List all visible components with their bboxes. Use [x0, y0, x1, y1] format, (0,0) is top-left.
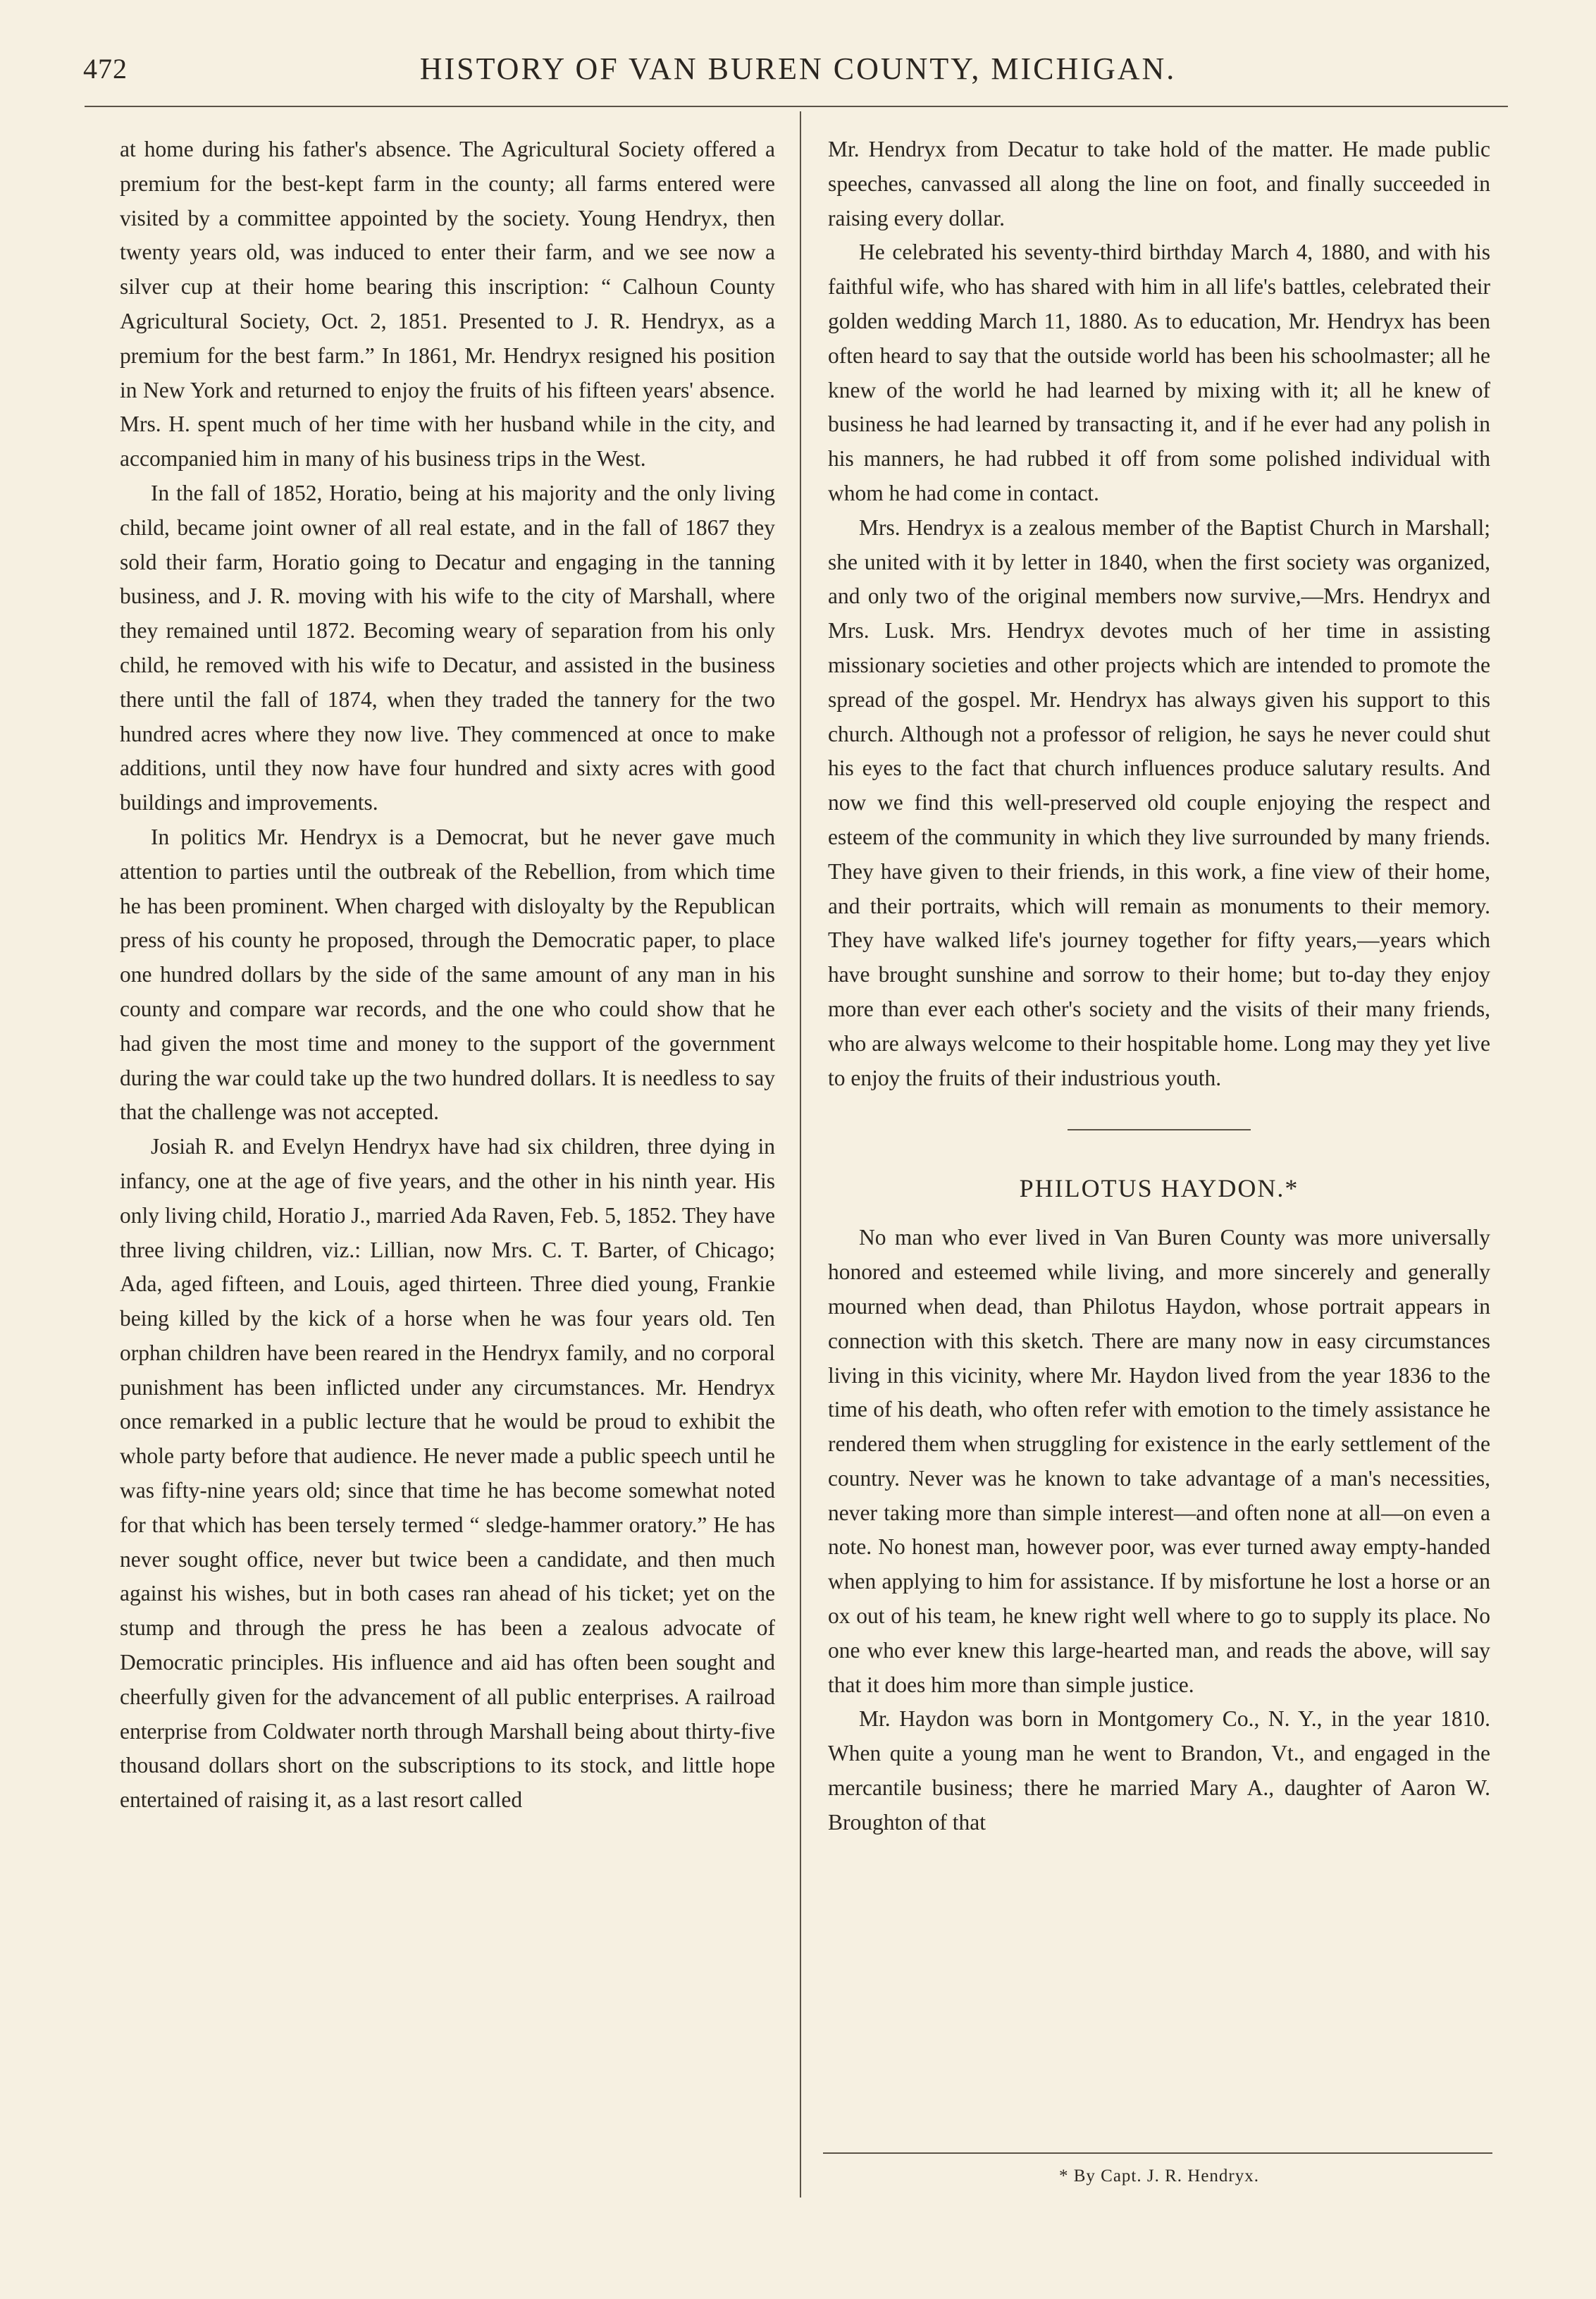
- section-title: PHILOTUS HAYDON.*: [1019, 1174, 1299, 1203]
- left-column: [120, 132, 775, 1818]
- right-column: [828, 132, 1490, 1840]
- column-divider: [800, 111, 801, 2198]
- paragraph: at home during his father's absence. The Agricultural Society offered a premium for the best-kept farm in the county; all farms entered were visited by a committee appointed by the society. Young Hendryx, then twenty years old, was induced to enter their farm, and we see now a silver cup at their home bearing this inscription: “ Calhoun County Agricultural Society, Oct. 2, 1851. Presented to J. R. Hendryx, as a premium for the best farm.” In 1861, Mr. Hendryx resigned his position in New York and returned to enjoy the fruits of his fifteen years' absence. Mrs. H. spent much of her time with her husband while in the city, and accompanied him in many of his business trips in the West.: [120, 137, 775, 471]
- paragraph: Mr. Haydon was born in Montgomery Co., N. Y., in the year 1810. When quite a young man he went to Brandon, Vt., and engaged in the mercantile business; there he married Mary A., daughter of Aaron W. Broughton of that: [828, 1706, 1490, 1835]
- paragraph: Mrs. Hendryx is a zealous member of the Baptist Church in Marshall; she united with it by letter in 1840, when the first society was organized, and only two of the original members now survive,—Mrs. Hendryx and Mrs. Lusk. Mrs. Hendryx devotes much of her time in assisting missionary societies and other projects which are intended to promote the spread of the gospel. Mr. Hendryx has always given his support to this church. Although not a professor of religion, he says he never could shut his eyes to the fact that church influences produce salutary results. And now we find this well-preserved old couple enjoying the respect and esteem of the community in which they live surrounded by many friends. They have given to their friends, in this work, a fine view of their home, and their portraits, which will remain as monuments to their memory. They have walked life's journey together for fifty years,—years which have brought sunshine and sorrow to their home; but to-day they enjoy more than ever each other's society and the visits of their many friends, who are always welcome to their hospitable home. Long may they yet live to enjoy the fruits of their industrious youth.: [828, 514, 1490, 1090]
- running-head: HISTORY OF VAN BUREN COUNTY, MICHIGAN.: [419, 51, 1177, 86]
- paragraph: In politics Mr. Hendryx is a Democrat, but he never gave much attention to parties until the outbreak of the Rebellion, from which time he has been prominent. When charged with disloyalty by the Republican press of his county he proposed, through the Democratic paper, to place one hundred dollars by the side of the same amount of any man in his county and compare war records, and the one who could show that he had given the most time and money to the support of the government during the war could take up the two hundred dollars. It is needless to say that the challenge was not accepted.: [120, 824, 775, 1125]
- page-number: 472: [83, 53, 128, 85]
- paragraph: Mr. Hendryx from Decatur to take hold of the matter. He made public speeches, canvassed all along the line on foot, and finally succeeded in raising every dollar.: [828, 137, 1490, 230]
- paragraph: He celebrated his seventy-third birthday March 4, 1880, and with his faithful wife, who has shared with him in all life's battles, celebrated their golden wedding March 11, 1880. As to education, Mr. Hendryx has been often heard to say that the outside world has been his schoolmaster; all he knew of the world he had learned by mixing with it; all he knew of business he had learned by transacting it, and if he ever had any polish in his manners, he had rubbed it off from some polished individual with whom he had come in contact.: [828, 240, 1490, 505]
- paragraph: In the fall of 1852, Horatio, being at his majority and the only living child, became joint owner of all real estate, and in the fall of 1867 they sold their farm, Horatio going to Decatur and engaging in the tanning business, and J. R. moving with his wife to the city of Marshall, where they remained until 1872. Becoming weary of separation from his only child, he removed with his wife to Decatur, and assisted in the business there until the fall of 1874, when they traded the tannery for the two hundred acres where they now live. They commenced at once to make additions, until they now have four hundred and sixty acres with good buildings and improvements.: [120, 480, 775, 815]
- paragraph: Josiah R. and Evelyn Hendryx have had six children, three dying in infancy, one at the age of five years, and the other in his ninth year. His only living child, Horatio J., married Ada Raven, Feb. 5, 1852. They have three living children, viz.: Lillian, now Mrs. C. T. Barter, of Chicago; Ada, aged fifteen, and Louis, aged thirteen. Three died young, Frankie being killed by the kick of a horse when he was four years old. Ten orphan children have been reared in the Hendryx family, and no corporal punishment has been inflicted under any circumstances. Mr. Hendryx once remarked in a public lecture that he would be proud to exhibit the whole party before that audience. He never made a public speech until he was fifty-nine years old; since that time he has become somewhat noted for that which has been tersely termed “ sledge-hammer oratory.” He has never sought office, never but twice been a candidate, and then much against his wishes, but in both cases ran ahead of his ticket; yet on the stump and through the press he has been a zealous advocate of Democratic principles. His influence and aid has often been sought and cheerfully given for the advancement of all public enterprises. A railroad enterprise from Coldwater north through Marshall being about thirty-five thousand dollars short on the subscriptions to its stock, and little hope entertained of raising it, as a last resort called: [120, 1134, 775, 1813]
- section-rule: [1068, 1129, 1251, 1130]
- header-rule: [85, 106, 1508, 107]
- footnote: * By Capt. J. R. Hendryx.: [1058, 2167, 1260, 2186]
- paragraph: No man who ever lived in Van Buren County was more universally honored and esteemed while living, and more sincerely and generally mourned when dead, than Philotus Haydon, whose portrait appears in connection with this sketch. There are many now in easy circumstances living in this vicinity, where Mr. Haydon lived from the year 1836 to the time of his death, who often refer with emotion to the timely assistance he rendered them when struggling for existence in the early settlement of the country. Never was he known to take advantage of a man's necessities, never taking more than simple interest—and often none at all—on even a note. No honest man, however poor, was ever turned away empty-handed when applying to him for assistance. If by misfortune he lost a horse or an ox out of his team, he knew right well where to go to supply its place. No one who ever knew this large-hearted man, and reads the above, will say that it does him more than simple justice.: [828, 1225, 1490, 1697]
- footnote-rule: [823, 2152, 1492, 2154]
